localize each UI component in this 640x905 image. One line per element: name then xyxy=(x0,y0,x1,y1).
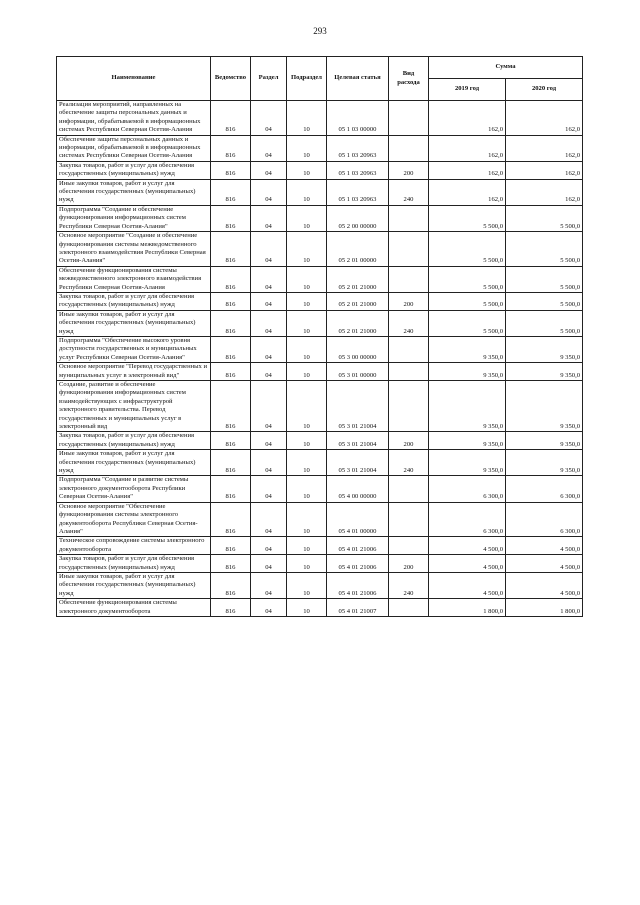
cell-sum-2019: 9 350,0 xyxy=(429,450,506,476)
cell-sum-2019: 9 350,0 xyxy=(429,381,506,432)
table-row xyxy=(57,450,583,476)
cell-name: Закупка товаров, работ и услуг для обеспечения государственных (муниципальных) нужд xyxy=(57,292,211,310)
cell-ministry: 816 xyxy=(211,161,251,179)
cell-sum-2019: 162,0 xyxy=(429,101,506,136)
header-row xyxy=(57,57,583,79)
cell-subsection: 10 xyxy=(287,502,327,537)
cell-name: Реализация мероприятий, направленных на обеспечение защиты персональных данных и информации, обрабатываемой в информационных системах Республики Северная Осетия-Алания xyxy=(57,101,211,136)
cell-sum-2020: 162,0 xyxy=(506,135,583,161)
cell-expense-type xyxy=(389,336,429,362)
cell-section: 04 xyxy=(251,502,287,537)
cell-sum-2019: 9 350,0 xyxy=(429,336,506,362)
cell-subsection: 10 xyxy=(287,135,327,161)
cell-name: Обеспечение функционирования системы электронного документооборота xyxy=(57,599,211,617)
cell-expense-type xyxy=(389,537,429,555)
table-row xyxy=(57,101,583,136)
cell-sum-2019: 6 300,0 xyxy=(429,502,506,537)
cell-subsection: 10 xyxy=(287,599,327,617)
table-row xyxy=(57,381,583,432)
header-ministry: Ведомство xyxy=(211,57,251,101)
cell-ministry: 816 xyxy=(211,135,251,161)
cell-sum-2019: 162,0 xyxy=(429,179,506,205)
table-row xyxy=(57,179,583,205)
header-section: Раздел xyxy=(251,57,287,101)
cell-target: 05 3 01 21004 xyxy=(327,381,389,432)
cell-section: 04 xyxy=(251,310,287,336)
cell-subsection: 10 xyxy=(287,555,327,573)
budget-table xyxy=(56,56,583,617)
cell-section: 04 xyxy=(251,205,287,231)
cell-ministry: 816 xyxy=(211,310,251,336)
cell-sum-2019: 5 500,0 xyxy=(429,205,506,231)
cell-name: Основное мероприятие "Обеспечение функционирования системы электронного документооборота Республики Северная Осетия-Алания" xyxy=(57,502,211,537)
cell-ministry: 816 xyxy=(211,599,251,617)
cell-name: Основное мероприятие "Перевод государственных и муниципальных услуг в электронный вид" xyxy=(57,363,211,381)
cell-sum-2020: 5 500,0 xyxy=(506,266,583,292)
cell-expense-type: 240 xyxy=(389,450,429,476)
cell-name: Основное мероприятие "Создание и обеспечение функционирования системы межведомственного электронного взаимодействия Республики Северная Осетия-Алания" xyxy=(57,232,211,267)
cell-target: 05 3 01 21004 xyxy=(327,450,389,476)
cell-subsection: 10 xyxy=(287,450,327,476)
header-sum: Сумма xyxy=(429,57,583,79)
cell-section: 04 xyxy=(251,381,287,432)
cell-target: 05 4 01 21007 xyxy=(327,599,389,617)
cell-sum-2020: 9 350,0 xyxy=(506,381,583,432)
table-row xyxy=(57,476,583,502)
cell-ministry: 816 xyxy=(211,572,251,598)
header-target: Целевая статья xyxy=(327,57,389,101)
cell-target: 05 1 03 20963 xyxy=(327,179,389,205)
cell-ministry: 816 xyxy=(211,381,251,432)
cell-expense-type xyxy=(389,266,429,292)
cell-target: 05 3 01 00000 xyxy=(327,363,389,381)
cell-sum-2020: 4 500,0 xyxy=(506,537,583,555)
cell-name: Закупка товаров, работ и услуг для обеспечения государственных (муниципальных) нужд xyxy=(57,432,211,450)
cell-ministry: 816 xyxy=(211,205,251,231)
cell-subsection: 10 xyxy=(287,572,327,598)
cell-target: 05 1 03 20963 xyxy=(327,161,389,179)
cell-ministry: 816 xyxy=(211,232,251,267)
cell-ministry: 816 xyxy=(211,101,251,136)
cell-name: Подпрограмма "Создание и развитие системы электронного документооборота Республики Северная Осетия-Алания" xyxy=(57,476,211,502)
cell-expense-type: 200 xyxy=(389,161,429,179)
table-row xyxy=(57,336,583,362)
cell-sum-2020: 5 500,0 xyxy=(506,310,583,336)
cell-target: 05 1 03 00000 xyxy=(327,101,389,136)
cell-section: 04 xyxy=(251,450,287,476)
header-expense-type: Вид расхода xyxy=(389,57,429,101)
table-row xyxy=(57,135,583,161)
cell-section: 04 xyxy=(251,161,287,179)
cell-subsection: 10 xyxy=(287,232,327,267)
table-row xyxy=(57,292,583,310)
cell-expense-type: 200 xyxy=(389,555,429,573)
cell-sum-2020: 4 500,0 xyxy=(506,572,583,598)
cell-sum-2020: 9 350,0 xyxy=(506,336,583,362)
cell-section: 04 xyxy=(251,537,287,555)
table-row xyxy=(57,232,583,267)
cell-name: Иные закупки товаров, работ и услуг для обеспечения государственных (муниципальных) нужд xyxy=(57,572,211,598)
cell-expense-type xyxy=(389,502,429,537)
cell-expense-type: 200 xyxy=(389,292,429,310)
cell-sum-2020: 4 500,0 xyxy=(506,555,583,573)
cell-expense-type xyxy=(389,205,429,231)
table-body xyxy=(57,101,583,617)
cell-section: 04 xyxy=(251,432,287,450)
cell-subsection: 10 xyxy=(287,537,327,555)
cell-name: Обеспечение функционирования системы межведомственного электронного взаимодействия Республики Северная Осетия-Алания xyxy=(57,266,211,292)
cell-ministry: 816 xyxy=(211,450,251,476)
header-year-2019: 2019 год xyxy=(429,79,506,101)
cell-section: 04 xyxy=(251,476,287,502)
cell-name: Подпрограмма "Обеспечение высокого уровня доступности государственных и муниципальных услуг Республики Северная Осетия-Алания" xyxy=(57,336,211,362)
cell-target: 05 4 01 21006 xyxy=(327,555,389,573)
header-subsection: Подраздел xyxy=(287,57,327,101)
cell-target: 05 3 01 21004 xyxy=(327,432,389,450)
cell-sum-2019: 4 500,0 xyxy=(429,537,506,555)
cell-sum-2020: 9 350,0 xyxy=(506,450,583,476)
cell-expense-type xyxy=(389,101,429,136)
cell-sum-2019: 162,0 xyxy=(429,135,506,161)
cell-sum-2019: 9 350,0 xyxy=(429,432,506,450)
cell-sum-2020: 5 500,0 xyxy=(506,232,583,267)
cell-ministry: 816 xyxy=(211,179,251,205)
cell-sum-2020: 9 350,0 xyxy=(506,363,583,381)
cell-sum-2019: 5 500,0 xyxy=(429,232,506,267)
cell-name: Иные закупки товаров, работ и услуг для обеспечения государственных (муниципальных) нужд xyxy=(57,179,211,205)
table-row xyxy=(57,205,583,231)
header-year-2020: 2020 год xyxy=(506,79,583,101)
cell-subsection: 10 xyxy=(287,266,327,292)
cell-section: 04 xyxy=(251,266,287,292)
cell-sum-2019: 9 350,0 xyxy=(429,363,506,381)
cell-name: Техническое сопровождение системы электронного документооборота xyxy=(57,537,211,555)
cell-target: 05 1 03 20963 xyxy=(327,135,389,161)
cell-name: Создание, развитие и обеспечение функционирования информационных систем взаимодействующих с инфраструктурой электронного правительства. Перевод государственных и муниципальных услуг в электронный вид xyxy=(57,381,211,432)
cell-subsection: 10 xyxy=(287,161,327,179)
cell-sum-2020: 6 300,0 xyxy=(506,476,583,502)
cell-sum-2019: 1 800,0 xyxy=(429,599,506,617)
cell-sum-2020: 162,0 xyxy=(506,101,583,136)
cell-sum-2020: 5 500,0 xyxy=(506,292,583,310)
cell-section: 04 xyxy=(251,363,287,381)
cell-subsection: 10 xyxy=(287,179,327,205)
cell-section: 04 xyxy=(251,135,287,161)
header-name: Наименование xyxy=(57,57,211,101)
cell-sum-2019: 6 300,0 xyxy=(429,476,506,502)
cell-section: 04 xyxy=(251,101,287,136)
cell-subsection: 10 xyxy=(287,476,327,502)
cell-target: 05 2 01 21000 xyxy=(327,292,389,310)
table-row xyxy=(57,555,583,573)
cell-sum-2020: 1 800,0 xyxy=(506,599,583,617)
cell-expense-type: 200 xyxy=(389,432,429,450)
cell-subsection: 10 xyxy=(287,336,327,362)
cell-ministry: 816 xyxy=(211,537,251,555)
cell-sum-2019: 5 500,0 xyxy=(429,292,506,310)
cell-ministry: 816 xyxy=(211,266,251,292)
cell-subsection: 10 xyxy=(287,205,327,231)
cell-name: Обеспечение защиты персональных данных и информации, обрабатываемой в информационных системах Республики Северная Осетия-Алания xyxy=(57,135,211,161)
cell-ministry: 816 xyxy=(211,476,251,502)
cell-section: 04 xyxy=(251,599,287,617)
cell-sum-2020: 9 350,0 xyxy=(506,432,583,450)
table-row xyxy=(57,537,583,555)
cell-subsection: 10 xyxy=(287,101,327,136)
cell-subsection: 10 xyxy=(287,363,327,381)
cell-section: 04 xyxy=(251,232,287,267)
cell-ministry: 816 xyxy=(211,555,251,573)
cell-name: Подпрограмма "Создание и обеспечение функционирования информационных систем Республики Северная Осетия-Алания" xyxy=(57,205,211,231)
cell-subsection: 10 xyxy=(287,310,327,336)
cell-name: Закупка товаров, работ и услуг для обеспечения государственных (муниципальных) нужд xyxy=(57,161,211,179)
cell-sum-2019: 5 500,0 xyxy=(429,266,506,292)
cell-ministry: 816 xyxy=(211,292,251,310)
table-row xyxy=(57,432,583,450)
page-number: 293 xyxy=(313,26,327,36)
table-row xyxy=(57,310,583,336)
cell-expense-type xyxy=(389,135,429,161)
table-row xyxy=(57,266,583,292)
cell-name: Закупка товаров, работ и услуг для обеспечения государственных (муниципальных) нужд xyxy=(57,555,211,573)
cell-name: Иные закупки товаров, работ и услуг для обеспечения государственных (муниципальных) нужд xyxy=(57,310,211,336)
cell-target: 05 2 01 21000 xyxy=(327,266,389,292)
cell-expense-type: 240 xyxy=(389,572,429,598)
cell-expense-type xyxy=(389,363,429,381)
cell-expense-type xyxy=(389,599,429,617)
cell-sum-2019: 4 500,0 xyxy=(429,555,506,573)
table-row xyxy=(57,599,583,617)
cell-expense-type xyxy=(389,381,429,432)
cell-target: 05 4 01 21006 xyxy=(327,572,389,598)
cell-sum-2020: 162,0 xyxy=(506,179,583,205)
cell-ministry: 816 xyxy=(211,336,251,362)
cell-section: 04 xyxy=(251,555,287,573)
cell-target: 05 4 01 21006 xyxy=(327,537,389,555)
cell-target: 05 2 01 00000 xyxy=(327,232,389,267)
cell-expense-type xyxy=(389,232,429,267)
cell-target: 05 4 00 00000 xyxy=(327,476,389,502)
cell-expense-type: 240 xyxy=(389,179,429,205)
cell-section: 04 xyxy=(251,292,287,310)
cell-section: 04 xyxy=(251,572,287,598)
cell-target: 05 3 00 00000 xyxy=(327,336,389,362)
cell-target: 05 4 01 00000 xyxy=(327,502,389,537)
cell-section: 04 xyxy=(251,336,287,362)
cell-expense-type: 240 xyxy=(389,310,429,336)
cell-sum-2020: 5 500,0 xyxy=(506,205,583,231)
cell-ministry: 816 xyxy=(211,432,251,450)
cell-sum-2020: 162,0 xyxy=(506,161,583,179)
cell-expense-type xyxy=(389,476,429,502)
cell-sum-2019: 5 500,0 xyxy=(429,310,506,336)
cell-subsection: 10 xyxy=(287,432,327,450)
cell-section: 04 xyxy=(251,179,287,205)
cell-name: Иные закупки товаров, работ и услуг для обеспечения государственных (муниципальных) нужд xyxy=(57,450,211,476)
cell-target: 05 2 01 21000 xyxy=(327,310,389,336)
cell-subsection: 10 xyxy=(287,381,327,432)
table-row xyxy=(57,161,583,179)
cell-ministry: 816 xyxy=(211,502,251,537)
cell-sum-2020: 6 300,0 xyxy=(506,502,583,537)
cell-ministry: 816 xyxy=(211,363,251,381)
cell-subsection: 10 xyxy=(287,292,327,310)
table-row xyxy=(57,363,583,381)
table-row xyxy=(57,502,583,537)
table-row xyxy=(57,572,583,598)
cell-sum-2019: 162,0 xyxy=(429,161,506,179)
cell-sum-2019: 4 500,0 xyxy=(429,572,506,598)
cell-target: 05 2 00 00000 xyxy=(327,205,389,231)
